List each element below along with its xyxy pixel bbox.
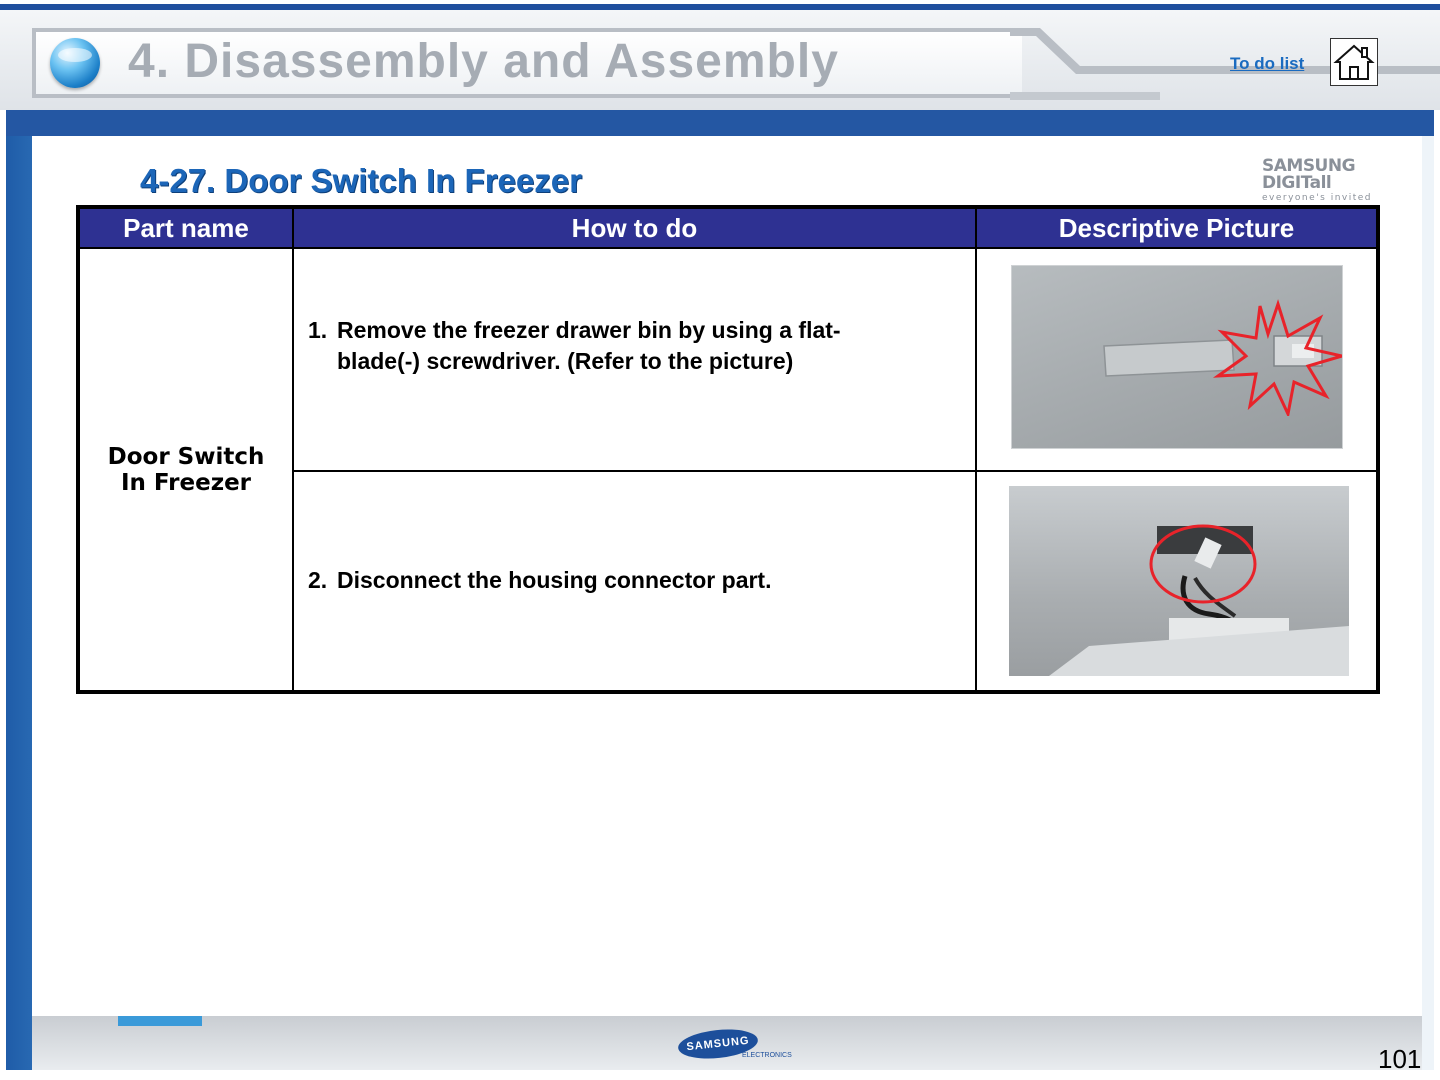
step-2-photo [1009,486,1349,676]
globe-icon [50,38,100,88]
step-1-cell [293,248,976,470]
step-1-photo [1011,265,1343,449]
housing-connector-illustration [1009,486,1349,676]
samsung-logo: SAMSUNG [677,1026,759,1062]
samsung-digitall-logo [1262,156,1412,203]
table-row [78,248,1378,470]
step-2-number: 2. [308,567,328,594]
step-2-picture-cell [976,471,1378,692]
step-1-number: 1. [308,317,328,344]
home-icon [1331,39,1377,85]
part-name-line1: Door Switch [107,443,265,470]
brand-line1: SAMSUNG DIGITall [1262,156,1356,193]
footer-accent [118,1016,202,1026]
step-1-line1: Remove the freezer drawer bin by using a flat- [337,317,841,344]
part-name-line2: In Freezer [120,469,252,496]
page-number: 101 [1378,1044,1422,1074]
column-header-part-name: Part name [78,207,293,248]
procedure-table [76,205,1380,694]
section-title: 4-27. Door Switch In Freezer [140,162,582,199]
main-frame-top [6,110,1434,136]
samsung-logo-sub: ELECTRONICS [742,1052,792,1059]
part-name-cell [78,248,293,692]
page-title: 4. Disassembly and Assembly [128,35,839,88]
table-header-row [78,207,1378,248]
column-header-how-to-do: How to do [293,207,976,248]
highlight-starburst-icon [1208,296,1343,416]
step-2-cell [293,471,976,692]
home-button[interactable] [1330,38,1378,86]
todo-list-link[interactable]: To do list [1230,54,1305,73]
brand-line2: everyone's invited [1262,193,1373,203]
column-header-descriptive-picture: Descriptive Picture [976,207,1378,248]
step-2-line1: Disconnect the housing connector part. [337,567,772,594]
step-1-line2: blade(-) screwdriver. (Refer to the picture) [337,348,794,375]
step-1-picture-cell [976,248,1378,470]
